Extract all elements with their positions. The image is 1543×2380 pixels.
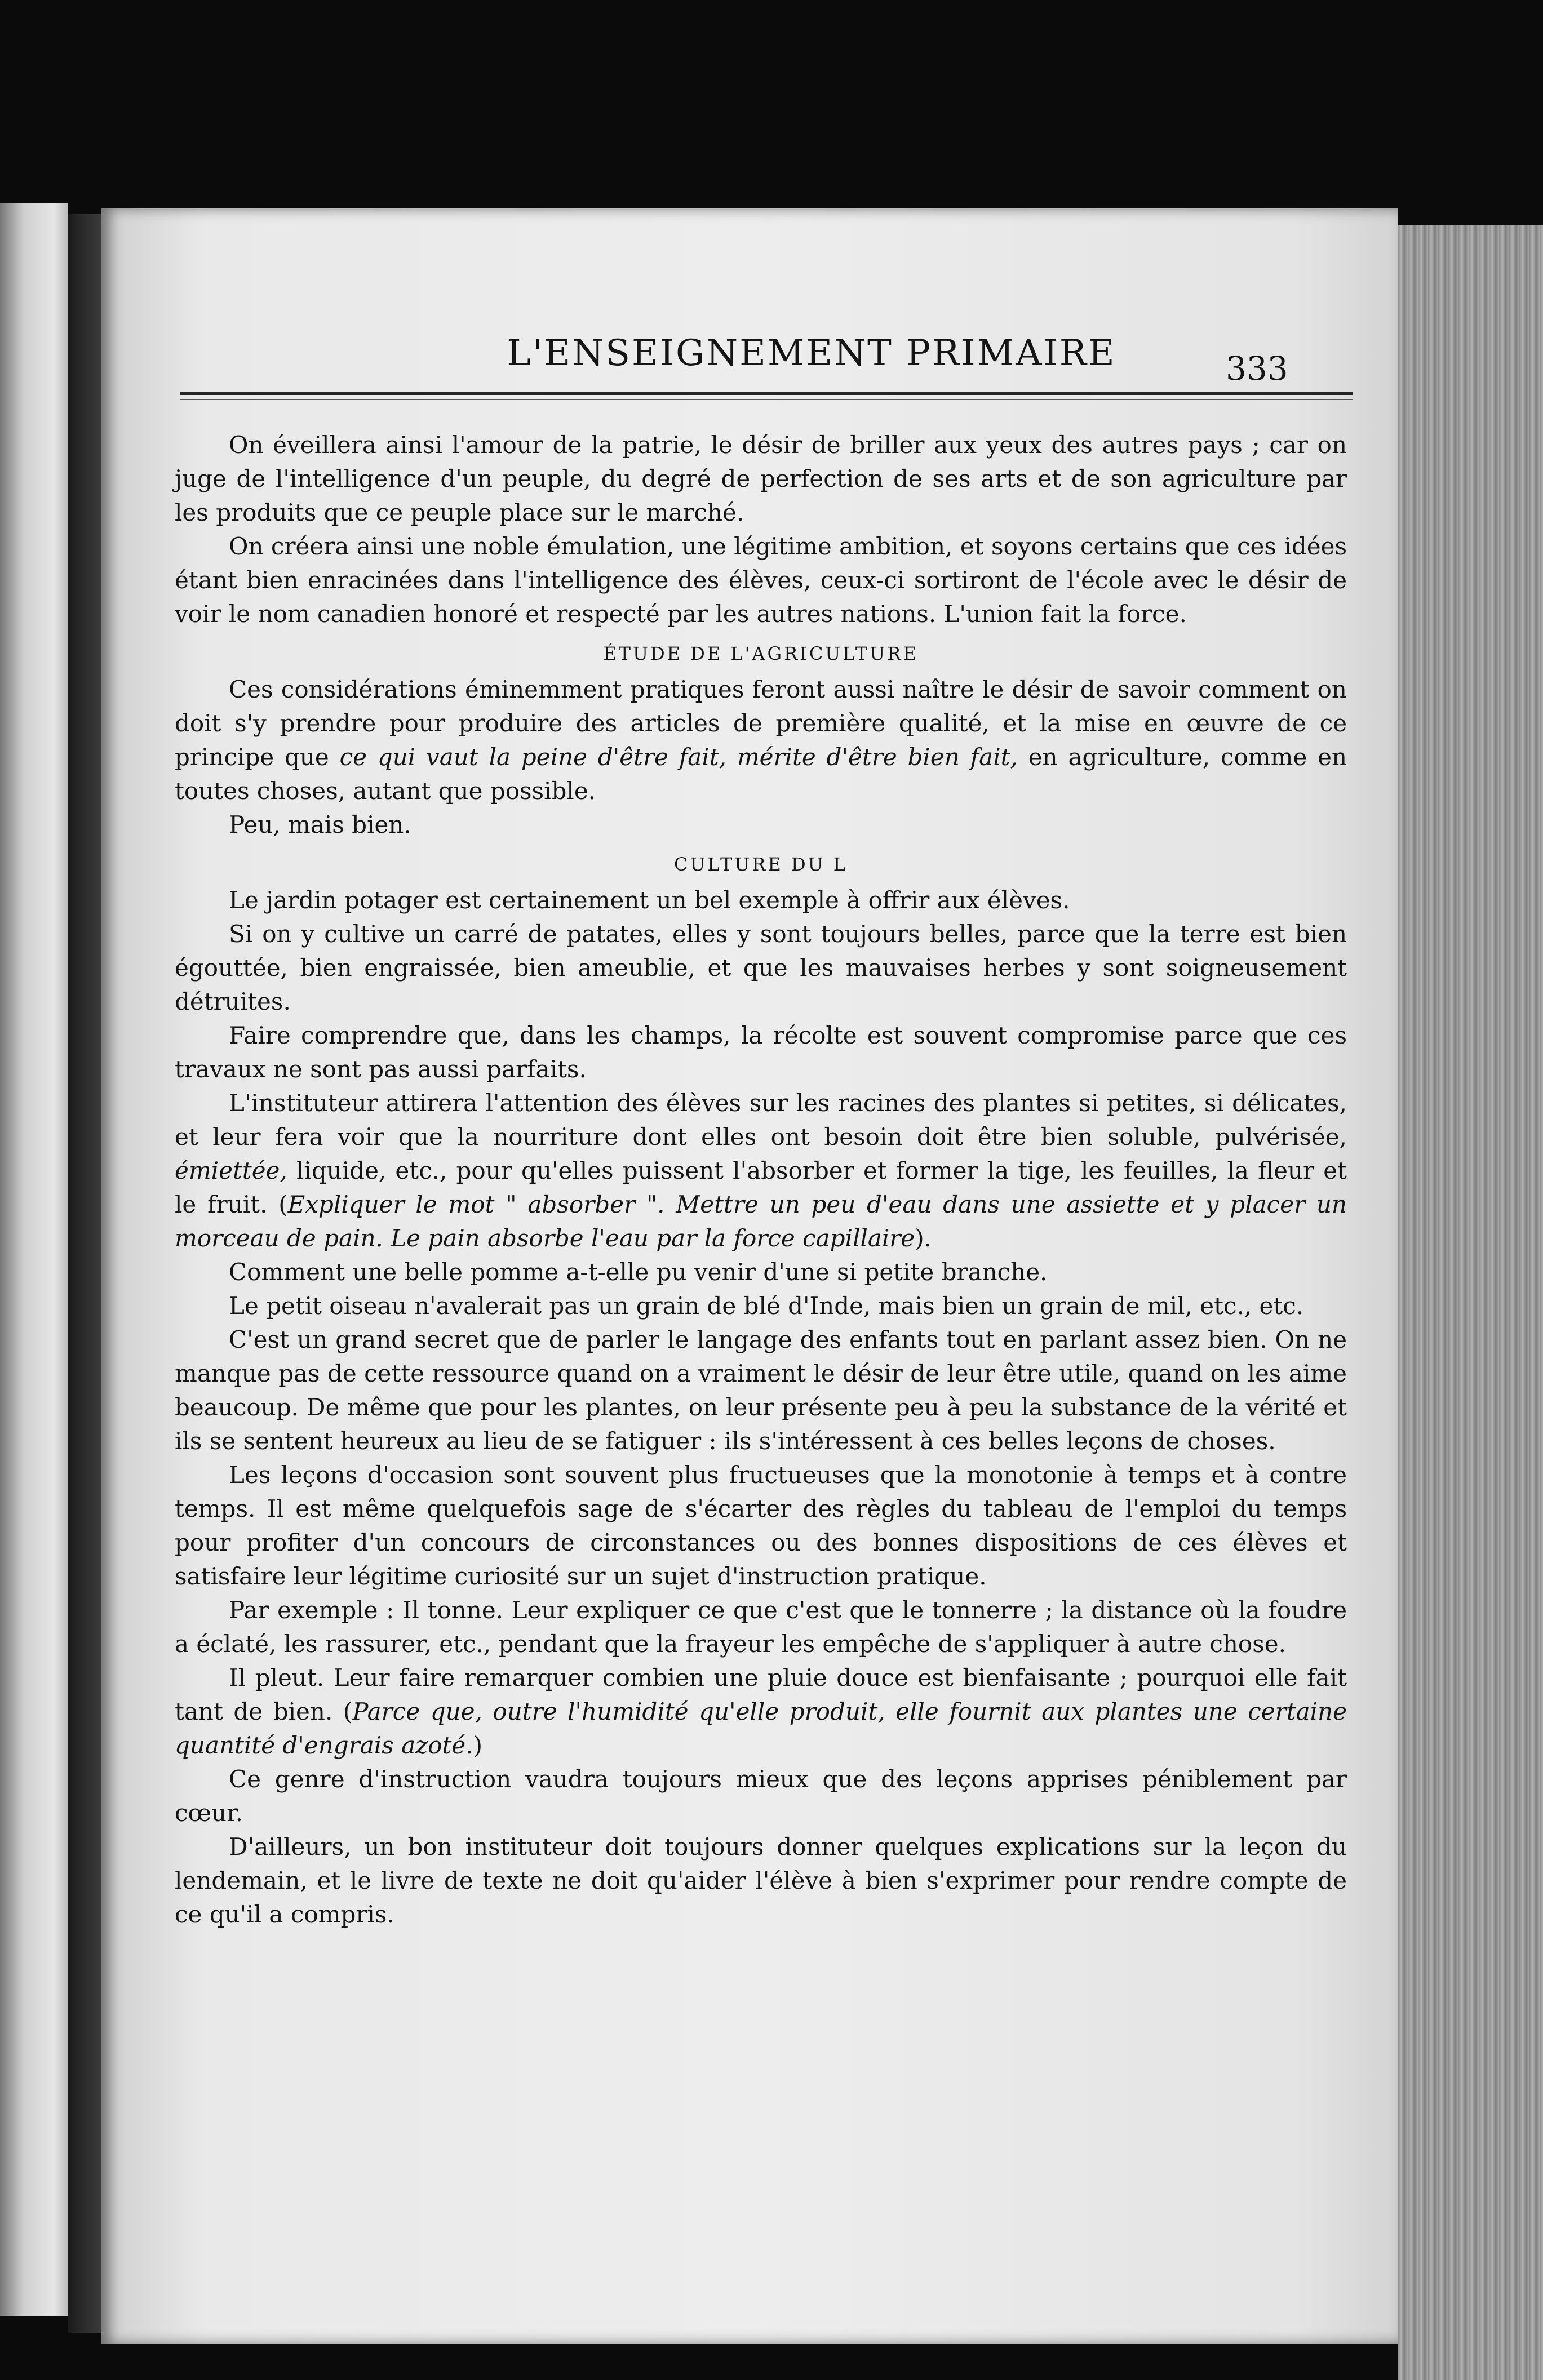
paragraph: Le petit oiseau n'avalerait pas un grain de blé d'Inde, mais bien un grain de mil, etc., etc.	[229, 1292, 1304, 1320]
paragraph: On créera ainsi une noble émulation, une légitime ambition, et soyons certains que ces idées étant bien enracinées dans l'intelligence des élèves, ceux-ci sortiront de l'école avec le désir de voir le nom canadien honoré et respecté par les autres nations. L'union fait la force.	[175, 532, 1347, 628]
section-heading: CULTURE DU L	[673, 854, 848, 875]
text-run: ).	[915, 1224, 932, 1252]
header-rule-thin	[180, 399, 1353, 400]
page-number: 333	[1226, 349, 1288, 388]
paragraph	[175, 1661, 1347, 1762]
text-run: liquide, etc., pour qu'elles puissent l'absorber et former la tige, les feuilles, la fleur et le fruit. (	[175, 1157, 1347, 1218]
italic-text: Parce que, outre l'humidité qu'elle produit, elle fournit aux plantes une certaine quantité d'engrais azoté.	[175, 1698, 1347, 1759]
text-run: en agriculture, comme en toutes choses, autant que possible.	[175, 743, 1347, 805]
paragraph: Par exemple : Il tonne. Leur expliquer ce que c'est que le tonnerre ; la distance où la foudre a éclaté, les rassurer, etc., pendant que la frayeur les empêche de s'appliquer à autre chose.	[175, 1596, 1347, 1658]
paragraph	[175, 673, 1347, 808]
paragraph: Le jardin potager est certainement un bel exemple à offrir aux élèves.	[229, 886, 1070, 914]
book-gutter	[68, 214, 101, 2333]
page-stack-edge	[1398, 225, 1543, 2380]
paragraph: Les leçons d'occasion sont souvent plus fructueuses que la monotonie à temps et à contre temps. Il est même quelquefois sage de s'écarter des règles du tableau de l'emploi du temps pour profiter d'un concours de circonstances ou des bonnes dispositions de ces élèves et satisfaire leur légitime curiosité sur un sujet d'instruction pratique.	[175, 1461, 1347, 1590]
paragraph: On éveillera ainsi l'amour de la patrie, le désir de briller aux yeux des autres pays ; car on juge de l'intelligence d'un peuple, du degré de perfection de ses arts et de son agriculture par les produits que ce peuple place sur le marché.	[175, 431, 1347, 526]
paragraph: Peu, mais bien.	[229, 811, 411, 838]
body-text	[175, 428, 1347, 1931]
paragraph: Faire comprendre que, dans les champs, la récolte est souvent compromise parce que ces travaux ne sont pas aussi parfaits.	[175, 1022, 1347, 1083]
text-run: L'instituteur attirera l'attention des élèves sur les racines des plantes si petites, si délicates, et leur fera voir que la nourriture dont elles ont besoin doit être bien soluble, pulvérisée,	[175, 1089, 1347, 1151]
book-page	[101, 208, 1398, 2344]
running-head: L'ENSEIGNEMENT PRIMAIRE	[507, 332, 1116, 374]
italic-text: ce qui vaut la peine d'être fait, mérite d'être bien fait,	[339, 743, 1018, 771]
italic-text: émiettée,	[175, 1157, 287, 1184]
header-rule	[180, 392, 1353, 395]
text-run: Ces considérations éminemment pratiques feront aussi naître le désir de savoir comment on doit s'y prendre pour produire des articles de première qualité, et la mise en œuvre de ce principe que	[175, 676, 1347, 771]
left-page-edge	[0, 203, 68, 2316]
paragraph	[175, 1086, 1347, 1255]
italic-text: Expliquer le mot " absorber ". Mettre un peu d'eau dans une assiette et y placer un morceau de pain. Le pain absorbe l'eau par la force capillaire	[175, 1191, 1347, 1252]
text-run: )	[473, 1731, 483, 1759]
paragraph: D'ailleurs, un bon instituteur doit toujours donner quelques explications sur la leçon du lendemain, et le livre de texte ne doit qu'aider l'élève à bien s'exprimer pour rendre compte de ce qu'il a compris.	[175, 1833, 1347, 1928]
paragraph: Si on y cultive un carré de patates, elles y sont toujours belles, parce que la terre est bien égouttée, bien engraissée, bien ameublie, et que les mauvaises herbes y sont soigneusement détruites.	[175, 920, 1347, 1015]
paragraph: Ce genre d'instruction vaudra toujours mieux que des leçons apprises péniblement par cœur.	[175, 1765, 1347, 1827]
paragraph: Comment une belle pomme a-t-elle pu venir d'une si petite branche.	[229, 1258, 1048, 1286]
section-heading: ÉTUDE DE L'AGRICULTURE	[603, 643, 919, 664]
paragraph: C'est un grand secret que de parler le langage des enfants tout en parlant assez bien. On ne manque pas de cette ressource quand on a vraiment le désir de leur être utile, quand on les aime beaucoup. De même que pour les plantes, on leur présente peu à peu la substance de la vérité et ils se sentent heureux au lieu de se fatiguer : ils s'intéressent à ces belles leçons de choses.	[175, 1326, 1347, 1455]
text-run: Il pleut. Leur faire remarquer combien une pluie douce est bienfaisante ; pourquoi elle fait tant de bien. (	[175, 1664, 1347, 1725]
